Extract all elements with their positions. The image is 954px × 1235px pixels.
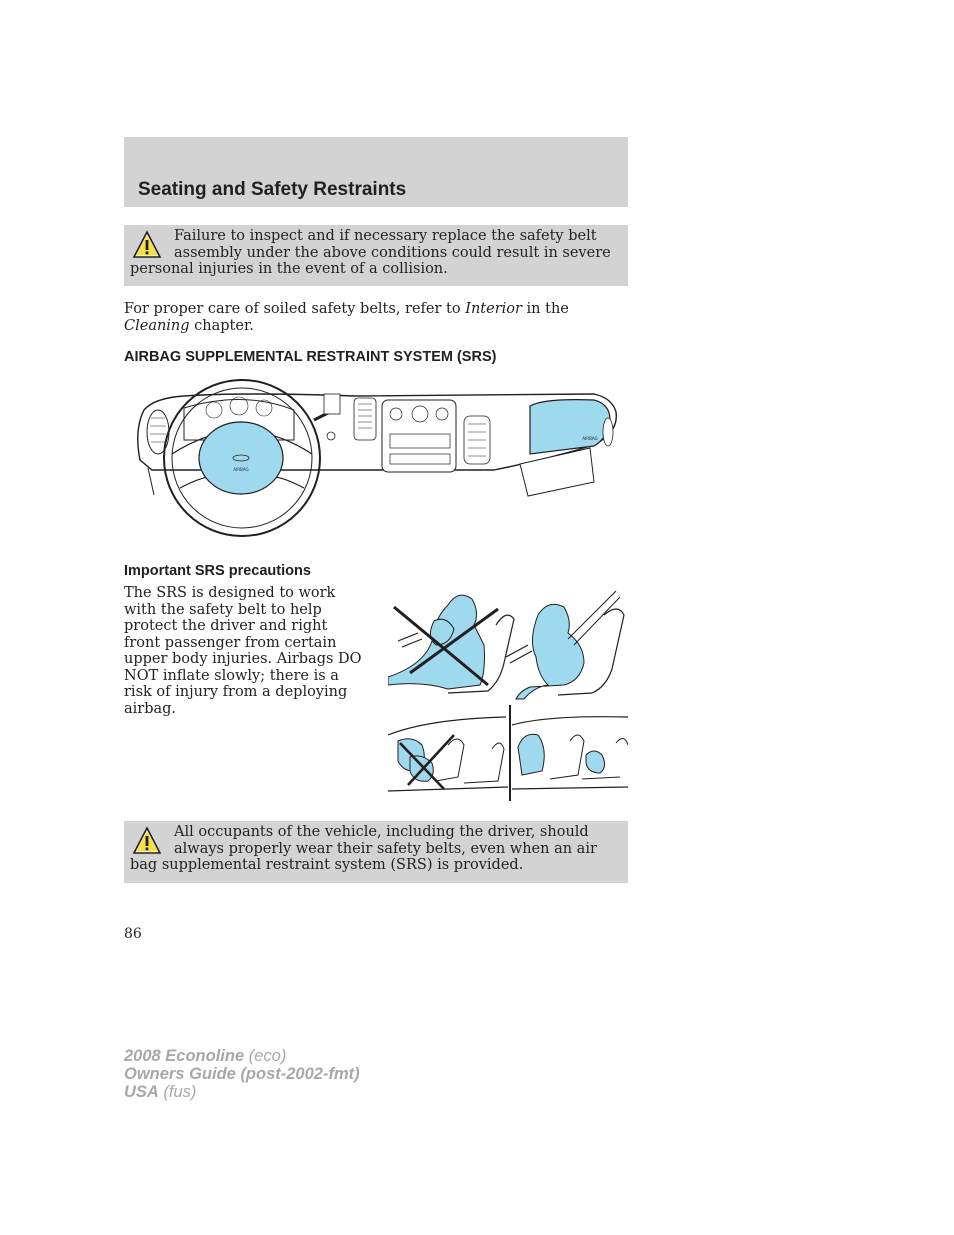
header-band xyxy=(124,137,628,207)
care-text-before: For proper care of soiled safety belts, refer to xyxy=(124,301,466,317)
proper-position-occupant xyxy=(506,591,624,699)
warning-triangle-icon xyxy=(132,230,162,260)
footer-guide: Owners Guide (post-2002-fmt) xyxy=(124,1065,360,1083)
page-title: Seating and Safety Restraints xyxy=(138,179,407,200)
footer-model: 2008 Econoline xyxy=(124,1047,245,1065)
panel-airbag-label: AIRBAG xyxy=(582,436,598,441)
care-link-cleaning: Cleaning xyxy=(124,317,190,334)
child-too-close-car xyxy=(388,717,508,791)
footer-line-1 xyxy=(124,1047,360,1065)
too-close-occupant xyxy=(388,595,514,693)
footer-market-code: (fus) xyxy=(158,1083,197,1101)
footer-line-2 xyxy=(124,1065,360,1083)
wheel-airbag-label: AIRBAG xyxy=(233,467,249,472)
footer-model-code: (eco) xyxy=(244,1047,287,1065)
document-footer xyxy=(124,1047,360,1101)
care-link-interior: Interior xyxy=(465,301,522,317)
warning-box-bottom xyxy=(124,821,628,883)
footer-market: USA xyxy=(124,1083,159,1101)
precautions-paragraph: The SRS is designed to work with the safety belt to help protect the driver and right front passenger from certain upper body injuries. Airbags DO NOT inflate slowly; there is a risk of injury from a deploying airbag. xyxy=(124,585,362,717)
care-paragraph xyxy=(124,301,628,334)
warning-box-top xyxy=(124,225,628,286)
warning-triangle-icon xyxy=(132,826,162,856)
page-number: 86 xyxy=(124,926,142,942)
precautions-heading: Important SRS precautions xyxy=(124,563,311,579)
footer-line-3 xyxy=(124,1083,360,1101)
child-rear-seat-car xyxy=(512,717,628,789)
warning-text-top: Failure to inspect and if necessary replace the safety belt assembly under the above conditions could result in severe personal injuries in the event of a collision. xyxy=(130,228,611,277)
dashboard-airbag-illustration xyxy=(124,370,628,538)
care-text-after: chapter. xyxy=(189,317,254,334)
section-heading: AIRBAG SUPPLEMENTAL RESTRAINT SYSTEM (SRS) xyxy=(124,349,497,365)
occupant-position-illustration xyxy=(388,585,628,803)
care-text-middle: in the xyxy=(521,301,569,317)
warning-text-bottom: All occupants of the vehicle, including the driver, should always properly wear their safety belts, even when an air bag supplemental restraint system (SRS) is provided. xyxy=(130,824,597,873)
